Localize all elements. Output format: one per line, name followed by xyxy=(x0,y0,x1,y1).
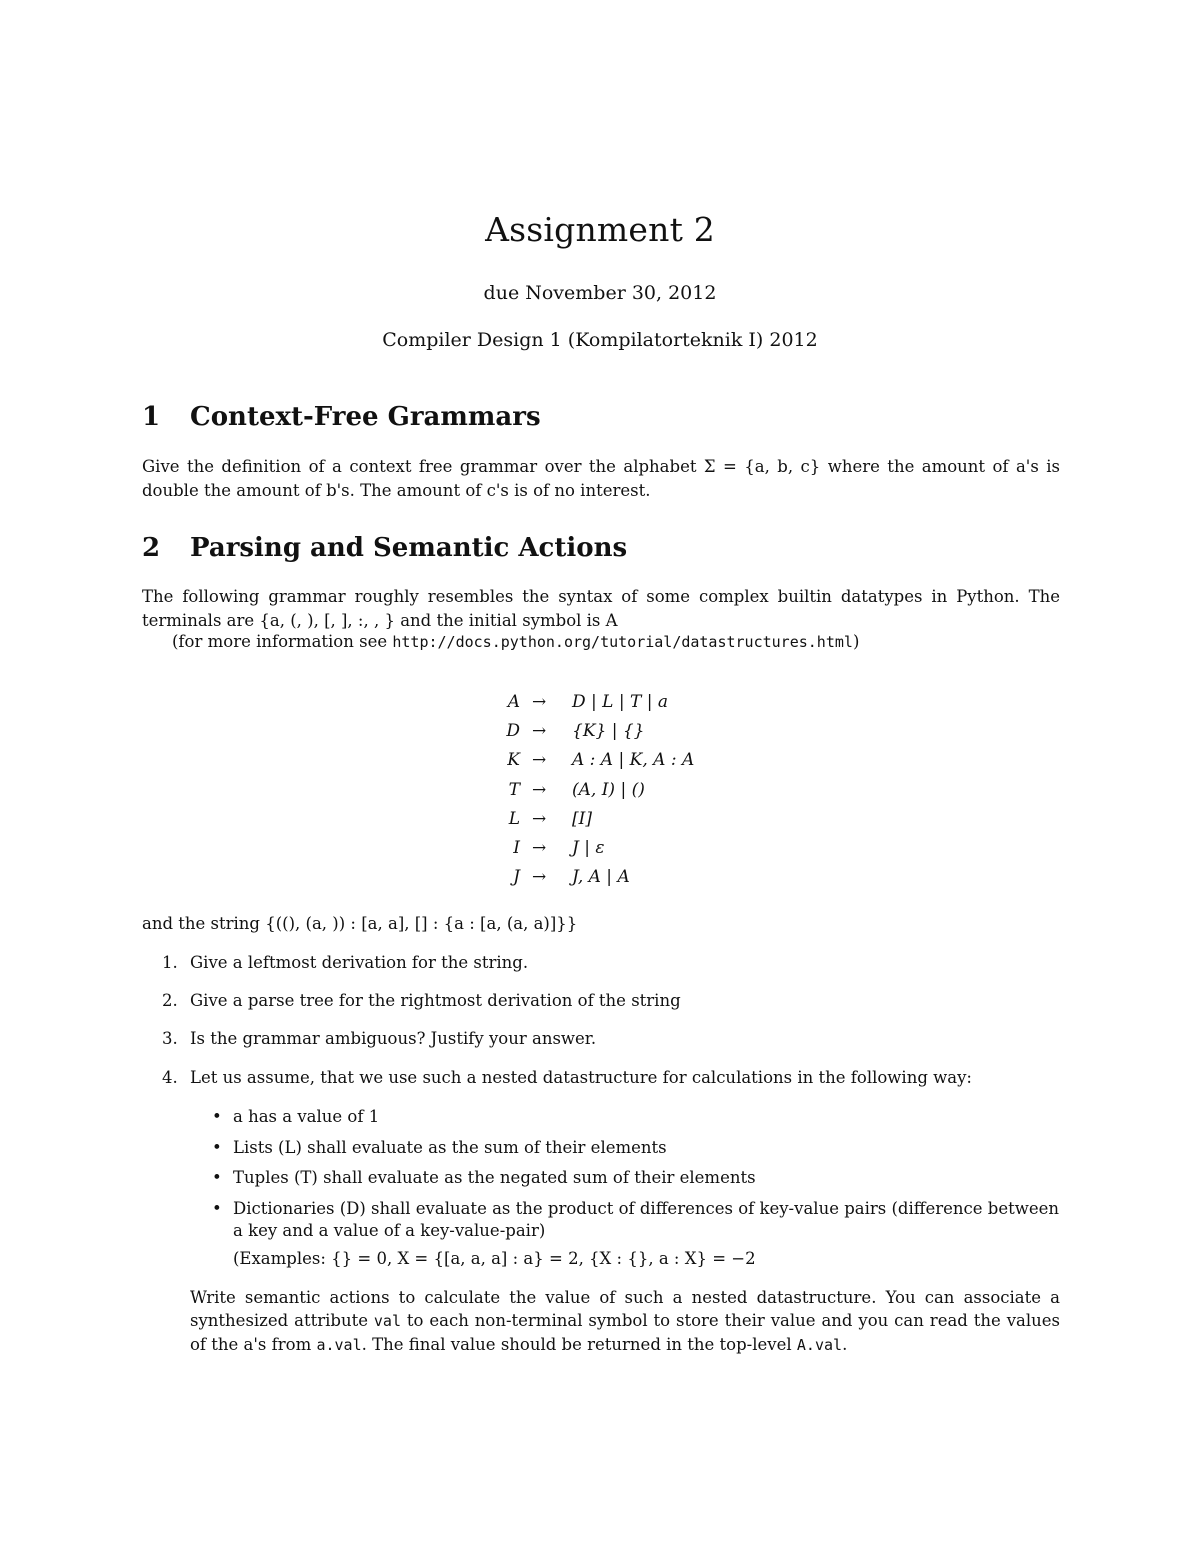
rule-lhs: D xyxy=(506,721,520,741)
rule-lhs: K xyxy=(507,750,520,770)
code-val: val xyxy=(373,1312,401,1330)
rule-rhs: {K} | {} xyxy=(572,721,645,741)
rule-arrow: → xyxy=(532,780,547,800)
rule-rhs: J | ε xyxy=(572,838,605,858)
rule-lhs: I xyxy=(513,838,520,858)
input-string-line: and the string {((), (a, )) : [a, a], [] : {a : [a, (a, a)]}} xyxy=(142,914,578,933)
bullet-text: a has a value of 1 xyxy=(233,1107,380,1126)
section-number: 2 xyxy=(142,533,161,563)
question-text: Is the grammar ambiguous? Justify your answer. xyxy=(190,1029,597,1048)
info-line xyxy=(172,632,859,651)
rule-arrow: → xyxy=(532,721,547,741)
section-1-text: Give the definition of a context free grammar over the alphabet Σ = {a, b, c} where the amount of a's is double the amount of b's. The amount of c's is of no interest. xyxy=(142,457,1060,500)
rule-arrow: → xyxy=(532,692,547,712)
rule-lhs: T xyxy=(508,780,520,800)
final-text: . xyxy=(842,1335,848,1354)
info-prefix: (for more information see xyxy=(172,632,393,651)
final-paragraph xyxy=(190,1286,1060,1357)
question-4 xyxy=(162,1068,972,1087)
due-date: due November 30, 2012 xyxy=(483,282,717,304)
section-2-intro: The following grammar roughly resembles the syntax of some complex builtin datatypes in Python. The terminals are {a, (, ), [, ], :, , } and the initial symbol is A xyxy=(142,587,1060,630)
rule-rhs: [I] xyxy=(572,809,592,829)
question-1 xyxy=(162,953,528,972)
question-text: Give a parse tree for the rightmost derivation of the string xyxy=(190,991,681,1010)
final-text: . The final value should be returned in the top-level xyxy=(361,1335,797,1354)
docs-link[interactable]: http://docs.python.org/tutorial/datastructures.html xyxy=(392,633,853,651)
section-2-heading xyxy=(142,533,627,563)
rule-rhs: D | L | T | a xyxy=(572,692,668,712)
rule-arrow: → xyxy=(532,867,547,887)
bullet-icon: • xyxy=(212,1199,222,1218)
rule-rhs: A : A | K, A : A xyxy=(572,750,695,770)
rule-rhs: (A, I) | () xyxy=(572,780,645,800)
bullet-icon: • xyxy=(212,1168,222,1187)
section-number: 1 xyxy=(142,402,161,432)
rule-arrow: → xyxy=(532,750,547,770)
rule-arrow: → xyxy=(532,809,547,829)
question-text: Give a leftmost derivation for the string. xyxy=(190,953,529,972)
course-name: Compiler Design 1 (Kompilatorteknik I) 2012 xyxy=(382,329,818,351)
bullet-text: Dictionaries (D) shall evaluate as the product of differences of key-value pairs (difference between a key and a value of a key-value-pair) xyxy=(233,1199,1060,1240)
bullet-icon: • xyxy=(212,1107,222,1126)
question-number: 2. xyxy=(162,991,178,1010)
rule-arrow: → xyxy=(532,838,547,858)
page-title: Assignment 2 xyxy=(485,210,715,249)
bullet-text: Tuples (T) shall evaluate as the negated sum of their elements xyxy=(233,1168,756,1187)
rule-lhs: A xyxy=(507,692,520,712)
section-title: Context-Free Grammars xyxy=(190,402,541,432)
final-text: to each non-terminal symbol to store their value and you can read the values of the a's from xyxy=(190,1311,1060,1354)
code-a-val: a.val xyxy=(316,1336,362,1354)
code-top-val: A.val xyxy=(796,1336,843,1354)
question-text: Let us assume, that we use such a nested datastructure for calculations in the following way: xyxy=(190,1068,972,1087)
question-number: 4. xyxy=(162,1068,178,1087)
question-3 xyxy=(162,1029,596,1048)
rule-lhs: L xyxy=(508,809,520,829)
section-title: Parsing and Semantic Actions xyxy=(190,533,628,563)
examples-text: (Examples: {} = 0, X = {[a, a, a] : a} = 2, {X : {}, a : X} = −2 xyxy=(233,1249,756,1268)
info-suffix: ) xyxy=(852,632,860,651)
bullet-icon: • xyxy=(212,1138,222,1157)
rule-lhs: J xyxy=(513,867,520,887)
question-number: 1. xyxy=(162,953,178,972)
question-number: 3. xyxy=(162,1029,178,1048)
rule-rhs: J, A | A xyxy=(572,867,630,887)
bullet-text: Lists (L) shall evaluate as the sum of their elements xyxy=(233,1138,667,1157)
section-1-heading xyxy=(142,402,541,432)
question-2 xyxy=(162,991,681,1010)
final-text: Write semantic actions to calculate the value of such a nested datastructure. You can associate a synthesized attribute xyxy=(190,1288,1060,1330)
